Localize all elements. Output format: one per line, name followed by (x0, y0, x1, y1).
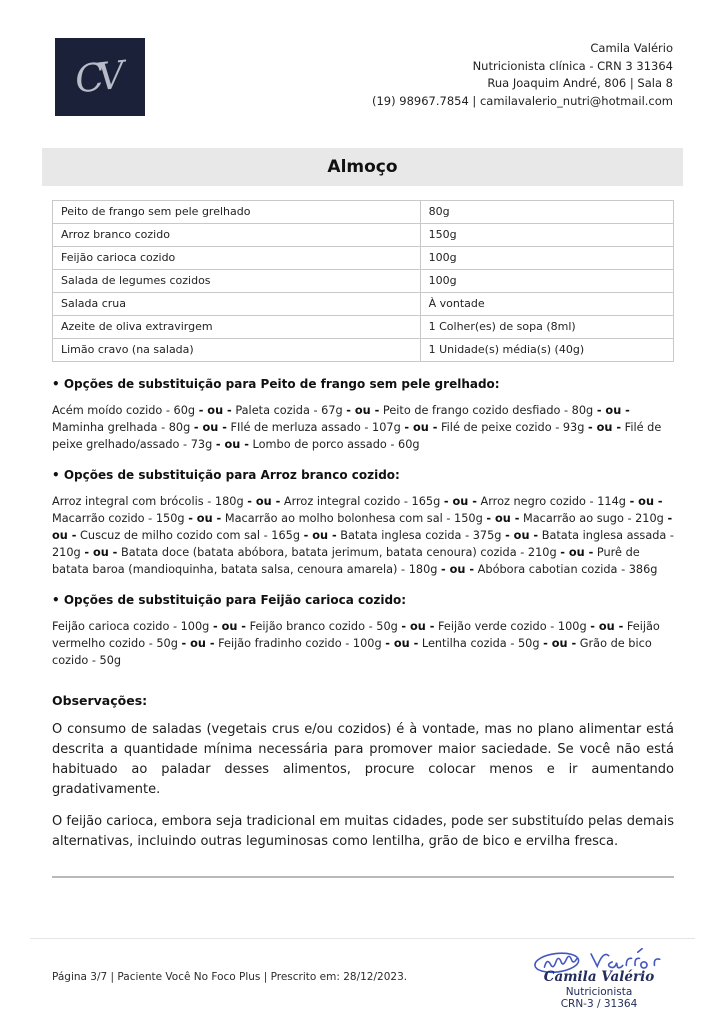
quantity-cell: 1 Unidade(s) média(s) (40g) (420, 339, 673, 362)
footer-page-info: Página 3/7 | Paciente Você No Foco Plus | Prescrito em: 28/12/2023. (52, 971, 408, 983)
substitution-heading: • Opções de substituição para Feijão carioca cozido: (52, 593, 407, 607)
signature-crn: CRN-3 / 31364 (560, 998, 638, 1010)
signature-role: Nutricionista (565, 986, 633, 998)
observation-paragraph: O consumo de saladas (vegetais crus e/ou cozidos) é à vontade, mas no plano alimentar está descrita a quantidade mínima necessária para promover maior saciedade. Se você não está habituado ao paladar desses alimentos, procure colocar menos e ir aumentando gradativamente. (52, 722, 674, 797)
table-row (53, 270, 674, 293)
substitution-options: Arroz integral com brócolis - 180g - ou - Arroz integral cozido - 165g - ou - Arroz negro cozido - 114g - ou - Macarrão cozido - 150g - ou - Macarrão ao molho bolonhesa com sal - 150g - ou - Macarrão ao sugo - 210g - ou - Cuscuz de milho cozido com sal - 165g - ou - Batata inglesa cozida - 375g - ou - Batata inglesa assada - 210g - ou - Batata doce (batata abóbora, batata jerimum, batata cenoura) cozida - 210g - ou - Purê de batata baroa (mandioquinha, batata salsa, cenoura amarela) - 180g - ou - Abóbora cabotian cozida - 386g (52, 495, 675, 576)
letterhead (0, 0, 725, 116)
meal-items-table (52, 200, 674, 362)
quantity-cell: 100g (420, 247, 673, 270)
quantity-cell: À vontade (420, 293, 673, 316)
signature-block (519, 945, 679, 1010)
table-row (53, 224, 674, 247)
signature-name: Camila Valério (543, 969, 655, 985)
food-cell: Salada crua (53, 293, 421, 316)
substitution-options: Feijão carioca cozido - 100g - ou - Feijão branco cozido - 50g - ou - Feijão verde cozido - 100g - ou - Feijão vermelho cozido - 50g - ou - Feijão fradinho cozido - 100g - ou - Lentilha cozida - 50g - ou - Grão de bico cozido - 50g (52, 620, 660, 667)
table-row (53, 316, 674, 339)
food-cell: Salada de legumes cozidos (53, 270, 421, 293)
substitution-heading: • Opções de substituição para Peito de frango sem pele grelhado: (52, 377, 500, 391)
table-row (53, 339, 674, 362)
observations-section (52, 693, 674, 852)
substitution-heading: • Opções de substituição para Arroz branco cozido: (52, 468, 400, 482)
contact-block (372, 40, 673, 110)
quantity-cell: 150g (420, 224, 673, 247)
quantity-cell: 1 Colher(es) de sopa (8ml) (420, 316, 673, 339)
observations-title: Observações: (52, 693, 148, 708)
meal-title-banner (42, 148, 683, 186)
food-cell: Peito de frango sem pele grelhado (53, 201, 421, 224)
food-cell: Arroz branco cozido (53, 224, 421, 247)
table-row (53, 247, 674, 270)
content-divider (52, 876, 674, 878)
table-row (53, 293, 674, 316)
food-cell: Azeite de oliva extravirgem (53, 316, 421, 339)
observation-paragraph: O feijão carioca, embora seja tradicional em muitas cidades, pode ser substituído pelas demais alternativas, incluindo outras leguminosas como lentilha, grão de bico e ervilha fresca. (52, 814, 674, 849)
address-line: Rua Joaquim André, 806 | Sala 8 (487, 76, 673, 90)
substitution-options: Acém moído cozido - 60g - ou - Paleta cozida - 67g - ou - Peito de frango cozido desfiado - 80g - ou - Maminha grelhada - 80g - ou - FIlé de merluza assado - 107g - ou - Filé de peixe cozido - 93g - ou - Filé de peixe grelhado/assado - 73g - ou - Lombo de porco assado - 60g (52, 404, 662, 451)
quantity-cell: 80g (420, 201, 673, 224)
clinic-logo (55, 38, 145, 116)
nutritionist-title: Nutricionista clínica - CRN 3 31364 (472, 58, 673, 73)
table-row (53, 201, 674, 224)
food-cell: Limão cravo (na salada) (53, 339, 421, 362)
meal-title: Almoço (327, 157, 398, 177)
logo-monogram: CV (73, 53, 120, 102)
substitution-sections (52, 376, 674, 669)
quantity-cell: 100g (420, 270, 673, 293)
phone-email-line: (19) 98967.7854 | camilavalerio_nutri@hotmail.com (372, 93, 673, 108)
nutritionist-name: Camila Valério (590, 41, 673, 55)
food-cell: Feijão carioca cozido (53, 247, 421, 270)
page-footer (0, 938, 725, 1010)
